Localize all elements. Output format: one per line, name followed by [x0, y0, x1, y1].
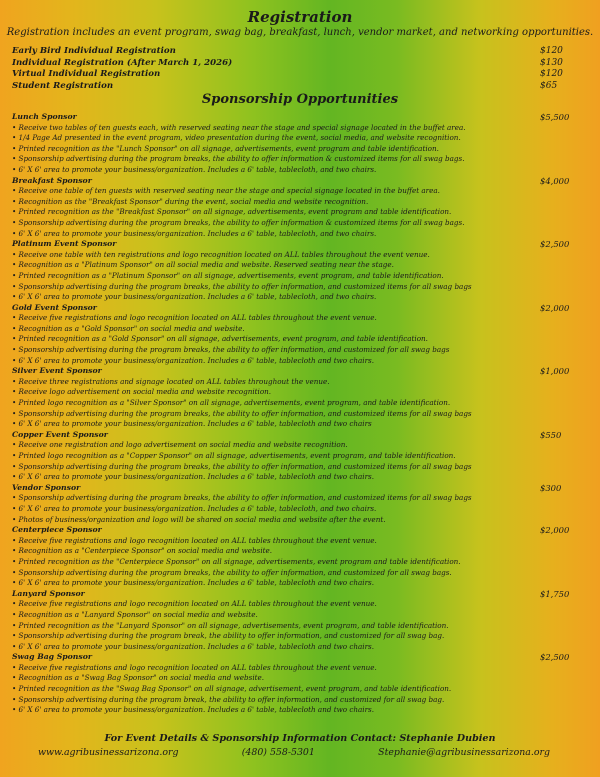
sponsor-benefit: • Sponsorship advertising during the program breaks, the ability to offer information, and customized items for all swag bags — [12, 462, 588, 473]
sponsor-name: Silver Event Sponsor — [12, 366, 102, 376]
page-title: Registration — [247, 8, 353, 26]
sponsor-benefit: • Recognition as a "Lanyard Sponsor" on social media and website. — [12, 610, 588, 621]
sponsor-benefit: • Sponsorship advertising during the program breaks, the ability to offer information & customized items for all swag bags. — [12, 154, 588, 165]
sponsor-header — [12, 366, 588, 377]
contact-heading: For Event Details & Sponsorship Information Contact: Stephanie Dubien — [104, 733, 496, 744]
sponsor-name: Lunch Sponsor — [12, 112, 77, 121]
registration-row — [12, 46, 588, 58]
sponsor-name: Swag Bag Sponsor — [12, 652, 92, 662]
registration-label: Virtual Individual Registration — [12, 69, 161, 79]
sponsor-benefit: • 6' X 6' area to promote your business/organization. Includes a 6' table, tablecloth and two chairs. — [12, 356, 588, 367]
sponsor-benefit: • Receive five registrations and logo recognition located on ALL tables throughout the event venue. — [12, 663, 588, 674]
sponsor-name: Centerpiece Sponsor — [12, 525, 102, 535]
sponsor-benefit: • Sponsorship advertising during the program breaks, the ability to offer information, and customized items for all swag bags — [12, 409, 588, 420]
sponsor-benefit: • 1/4 Page Ad presented in the event program, video presentation during the event, social media, and website recognition. — [12, 133, 588, 144]
registration-row — [12, 81, 588, 93]
sponsor-benefit: • Printed recognition as the "Centerpiece Sponsor" on all signage, advertisements, event program and table identification. — [12, 557, 588, 568]
sponsor-price: $4,000 — [540, 175, 570, 186]
sponsor-header — [12, 176, 588, 187]
registration-row — [12, 58, 588, 70]
sponsor-list — [12, 112, 588, 716]
sponsor-benefit: • Sponsorship advertising during the program break, the ability to offer information, and customized for all swag bag. — [12, 695, 588, 706]
sponsor-benefit: • 6' X 6' area to promote your business/organization. Includes a 6' table, tablecloth and two chairs. — [12, 472, 588, 483]
sponsor-benefit: • 6' X 6' area to promote your business/organization. Includes a 6' table, tablecloth and two chairs. — [12, 578, 588, 589]
sponsor-benefit: • 6' X 6' area to promote your business/organization. Includes a 6' table, tablecloth, and two chairs. — [12, 229, 588, 240]
sponsor-benefit: • Printed logo recognition as a "Silver Sponsor" on all signage, advertisements, event program, and table identification. — [12, 398, 588, 409]
sponsor-benefit: • Receive one table with ten registrations and logo recognition located on ALL tables throughout the event venue. — [12, 250, 588, 261]
sponsor-header — [12, 483, 588, 494]
sponsor-benefit: • 6' X 6' area to promote your business/organization. Includes a 6' table, tablecloth and two chairs. — [12, 705, 588, 716]
sponsor-benefit: • Sponsorship advertising during the program breaks, the ability to offer information, and customized items for all swag bags — [12, 493, 588, 504]
sponsor-header — [12, 303, 588, 314]
sponsor-name: Copper Event Sponsor — [12, 429, 108, 439]
phone-number[interactable]: (480) 558-5301 — [241, 747, 315, 758]
registration-list — [12, 46, 588, 92]
sponsor-name: Breakfast Sponsor — [12, 175, 92, 185]
sponsor-header — [12, 112, 588, 123]
sponsor-benefit: • Photos of business/organization and logo will be shared on social media and website after the event. — [12, 515, 588, 526]
website-link[interactable]: www.agribusinessarizona.org — [38, 747, 179, 758]
sponsorship-title: Sponsorship Opportunities — [201, 92, 399, 107]
registration-price: $65 — [540, 80, 558, 91]
sponsor-benefit: • Sponsorship advertising during the program breaks, the ability to offer information, and customized items for all swag bags — [12, 282, 588, 293]
sponsor-benefit: • Sponsorship advertising during the program breaks, the ability to offer information, and customized for all swag bags — [12, 345, 588, 356]
sponsor-benefit: • 6' X 6' area to promote your business/organization. Includes a 6' table, tablecloth and two chairs — [12, 419, 588, 430]
sponsor-benefit: • Recognition as a "Platinum Sponsor" on all social media and website. Reserved seating near the stage. — [12, 260, 588, 271]
sponsor-benefit: • Receive five registrations and logo recognition located on ALL tables throughout the event venue. — [12, 313, 588, 324]
sponsor-header — [12, 525, 588, 536]
sponsor-name: Platinum Event Sponsor — [12, 239, 117, 249]
sponsor-header — [12, 430, 588, 441]
sponsor-benefit: • Printed recognition as the "Swag Bag Sponsor" on all signage, advertisement, event program, and table identification. — [12, 684, 588, 695]
sponsor-benefit: • Printed recognition as the "Lunch Sponsor" on all signage, advertisements, event program and table identification. — [12, 144, 588, 155]
sponsor-benefit: • Receive two tables of ten guests each, with reserved seating near the stage and special signage located in the buffet area. — [12, 123, 588, 134]
registration-label: Individual Registration (After March 1, 2026) — [12, 57, 233, 68]
sponsor-price: $2,500 — [540, 239, 570, 250]
sponsor-benefit: • Recognition as the "Breakfast Sponsor" during the event, social media and website recognition. — [12, 197, 588, 208]
sponsor-benefit: • Printed recognition as a "Gold Sponsor" on all signage, advertisements, event program, and table identification. — [12, 334, 588, 345]
sponsor-header — [12, 239, 588, 250]
sponsor-header — [12, 652, 588, 663]
sponsor-benefit: • Printed recognition as a "Platinum Sponsor" on all signage, advertisements, event program, and table identification. — [12, 271, 588, 282]
sponsor-benefit: • Recognition as a "Swag Bag Sponsor" on social media and website. — [12, 673, 588, 684]
registration-label: Student Registration — [12, 80, 114, 91]
sponsor-benefit: • Sponsorship advertising during the program break, the ability to offer information, and customized for all swag bag. — [12, 631, 588, 642]
sponsor-name: Gold Event Sponsor — [12, 302, 97, 312]
registration-label: Early Bird Individual Registration — [12, 46, 176, 56]
sponsor-price: $1,750 — [540, 588, 570, 599]
sponsor-benefit: • Receive five registrations and logo recognition located on ALL tables throughout the event venue. — [12, 599, 588, 610]
sponsor-benefit: • Sponsorship advertising during the program breaks, the ability to offer information, and customized for all swag bags. — [12, 568, 588, 579]
sponsor-price: $550 — [540, 429, 562, 440]
sponsor-benefit: • Printed recognition as the "Lanyard Sponsor" on all signage, advertisements, event program, and table identification. — [12, 621, 588, 632]
sponsor-price: $1,000 — [540, 366, 570, 377]
email-link[interactable]: Stephanie@agribusinessarizona.org — [378, 747, 550, 758]
sponsor-benefit: • Recognition as a "Gold Sponsor" on social media and website. — [12, 324, 588, 335]
sponsor-price: $2,000 — [540, 302, 570, 313]
sponsor-benefit: • Printed recognition as the "Breakfast Sponsor" on all signage, advertisements, event program and table identification. — [12, 207, 588, 218]
sponsor-price: $300 — [540, 482, 562, 493]
sponsor-benefit: • Receive three registrations and signage located on ALL tables throughout the venue. — [12, 377, 588, 388]
registration-subtitle: Registration includes an event program, swag bag, breakfast, lunch, vendor market, and networking opportunities. — [6, 27, 594, 38]
sponsor-benefit: • Receive one registration and logo advertisement on social media and website recognition. — [12, 440, 588, 451]
registration-row — [12, 69, 588, 81]
sponsor-benefit: • Sponsorship advertising during the program breaks, the ability to offer information & customized items for all swag bags. — [12, 218, 588, 229]
sponsor-benefit: • Receive logo advertisement on social media and website recognition. — [12, 387, 588, 398]
registration-price: $120 — [540, 46, 563, 56]
sponsor-benefit: • 6' X 6' area to promote your business/organization. Includes a 6' table, tablecloth and two chairs. — [12, 642, 588, 653]
sponsor-price: $2,500 — [540, 652, 570, 663]
sponsor-benefit: • Recognition as a "Centerpiece Sponsor" on social media and website. — [12, 546, 588, 557]
sponsor-benefit: • Printed logo recognition as a "Copper Sponsor" on all signage, advertisements, event program, and table identification. — [12, 451, 588, 462]
sponsor-benefit: • 6' X 6' area to promote your business/organization. Includes a 6' table, tablecloth, and two chairs. — [12, 504, 588, 515]
registration-price: $130 — [540, 57, 563, 68]
registration-price: $120 — [540, 69, 563, 79]
sponsor-benefit: • Receive five registrations and logo recognition located on ALL tables throughout the event venue. — [12, 536, 588, 547]
sponsor-price: $5,500 — [540, 112, 570, 122]
sponsor-benefit: • 6' X 6' area to promote your business/organization. Includes a 6' table, tablecloth, and two chairs. — [12, 292, 588, 303]
sponsor-name: Vendor Sponsor — [12, 482, 81, 492]
sponsor-benefit: • 6' X 6' area to promote your business/organization. Includes a 6' table, tablecloth, and two chairs. — [12, 165, 588, 176]
sponsor-name: Lanyard Sponsor — [12, 588, 85, 598]
sponsor-benefit: • Receive one table of ten guests with reserved seating near the stage and special signage located in the buffet area. — [12, 186, 588, 197]
contact-row — [38, 747, 550, 758]
sponsor-header — [12, 589, 588, 600]
sponsor-price: $2,000 — [540, 525, 570, 536]
